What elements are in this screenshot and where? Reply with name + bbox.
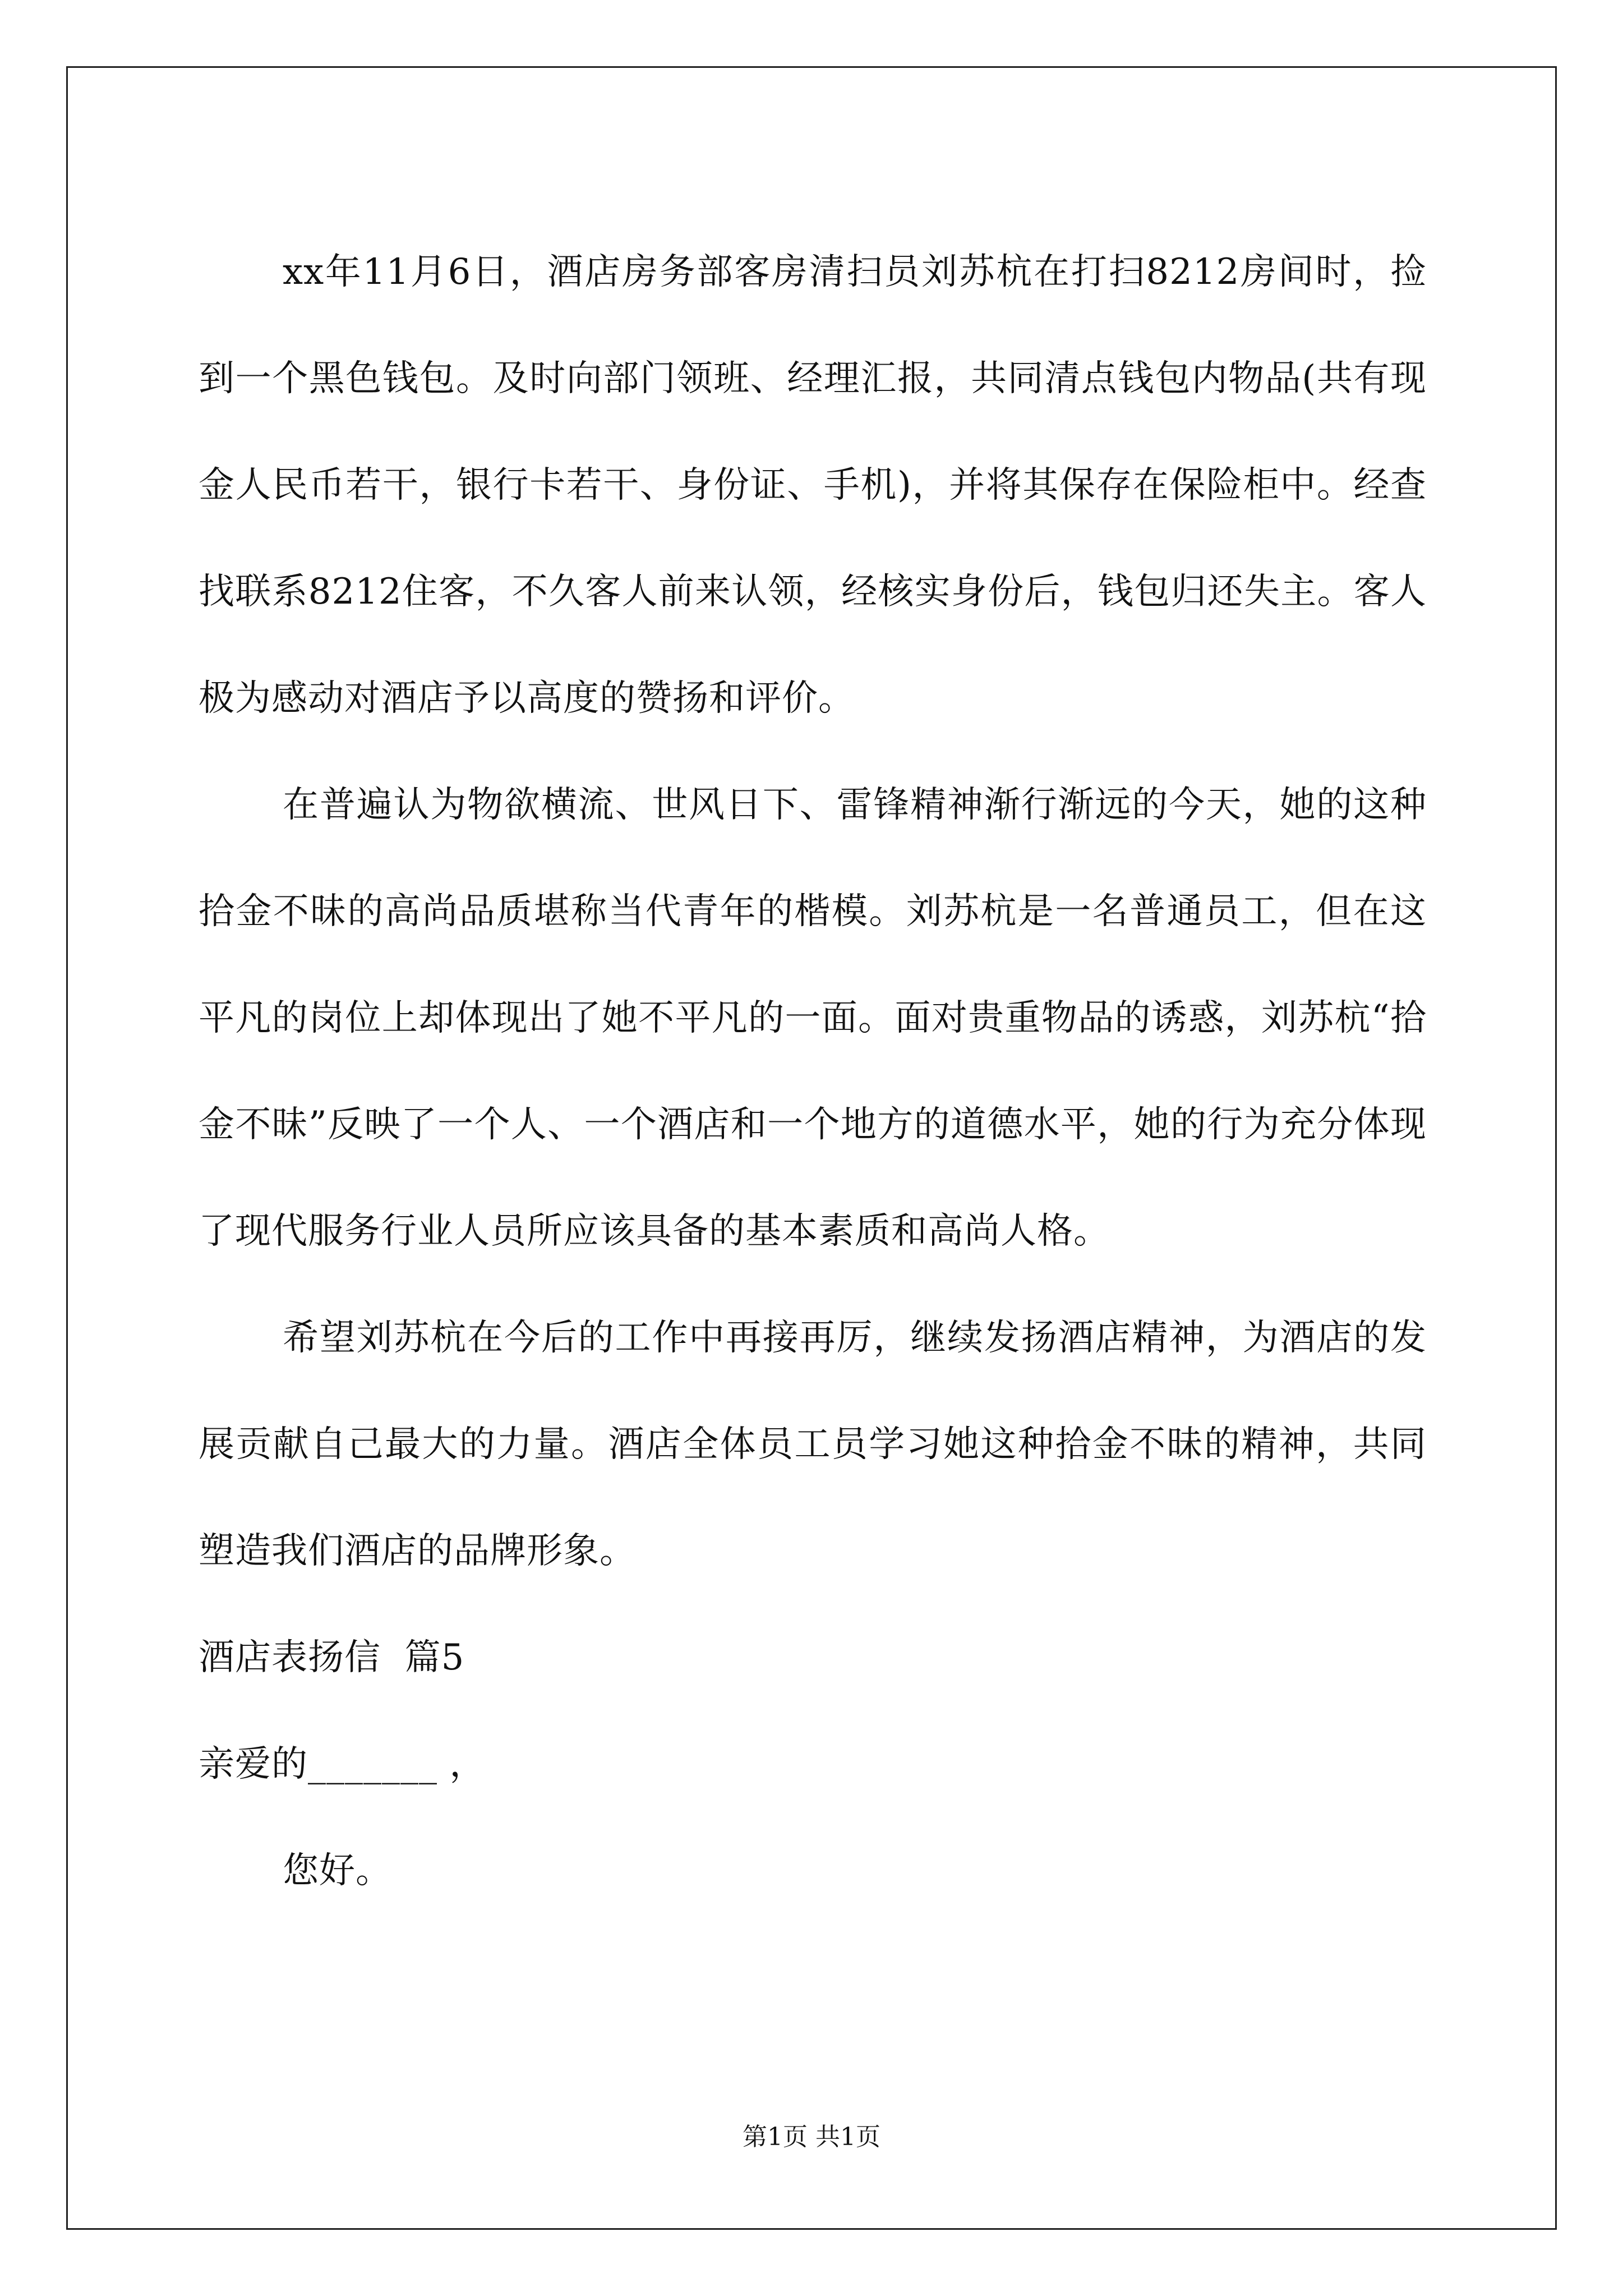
document-body xyxy=(199,219,1427,1924)
paragraph-3: 希望刘苏杭在今后的工作中再接再厉，继续发扬酒店精神，为酒店的发展贡献自己最大的力量。酒店全体员工员学习她这种拾金不昧的精神，共同塑造我们酒店的品牌形象。 xyxy=(199,1317,1427,1572)
paragraph-2: 在普遍认为物欲横流、世风日下、雷锋精神渐行渐远的今天，她的这种拾金不昧的高尚品质堪称当代青年的楷模。刘苏杭是一名普通员工，但在这平凡的岗位上却体现出了她不平凡的一面。面对贵重物品的诱惑，刘苏杭“拾金不昧”反映了一个人、一个酒店和一个地方的道德水平，她的行为充分体现了现代服务行业人员所应该具备的基本素质和高尚人格。 xyxy=(199,784,1427,1252)
salutation: 亲爱的_______ ， xyxy=(199,1743,486,1785)
paragraph-1: xx年11月6日，酒店房务部客房清扫员刘苏杭在打扫8212房间时，捡到一个黑色钱包。及时向部门领班、经理汇报，共同清点钱包内物品(共有现金人民币若干，银行卡若干、身份证、手机)，并将其保存在保险柜中。经查找联系8212住客，不久客人前来认领，经核实身份后，钱包归还失主。客人极为感动对酒店予以高度的赞扬和评价。 xyxy=(199,251,1427,719)
page-footer: 第1页 共1页 xyxy=(743,2123,880,2151)
greeting: 您好。 xyxy=(283,1850,392,1892)
section-title: 酒店表扬信 篇5 xyxy=(199,1637,465,1678)
